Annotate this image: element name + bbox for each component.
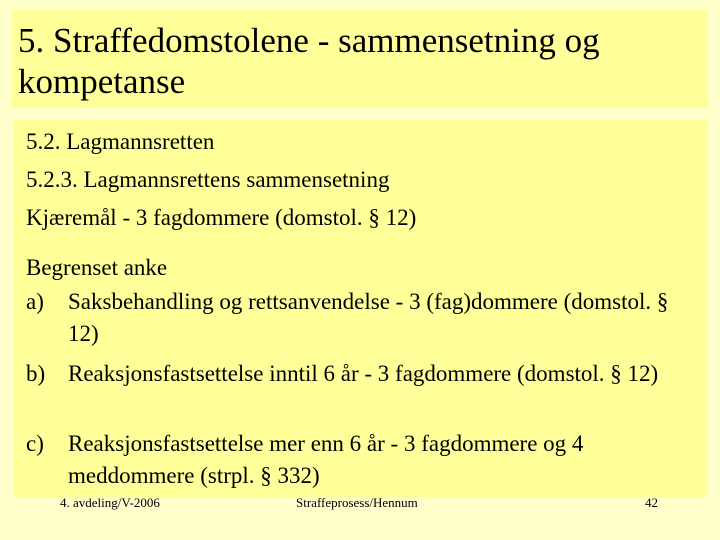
footer-center: Straffeprosess/Hennum bbox=[296, 495, 418, 510]
list-item-label: b) bbox=[26, 361, 46, 386]
title-box bbox=[12, 10, 708, 108]
subsection-heading: 5.2.3. Lagmannsrettens sammensetning bbox=[26, 167, 390, 192]
body-line-begrenset-anke: Begrenset anke bbox=[26, 255, 168, 280]
list-item-text: Reaksjonsfastsettelse inntil 6 år - 3 fagdommere (domstol. § 12) bbox=[68, 361, 659, 386]
list-item-label: c) bbox=[26, 431, 44, 456]
list-item-text: Saksbehandling og rettsanvendelse - 3 (fag)dommere (domstol. § 12) bbox=[68, 289, 669, 346]
slide-title: 5. Straffedomstolene - sammensetning og kompetanse bbox=[18, 21, 600, 101]
page-number: 42 bbox=[645, 495, 658, 510]
content-box bbox=[14, 120, 708, 497]
footer-left: 4. avdeling/V-2006 bbox=[60, 495, 160, 510]
list-item-text: Reaksjonsfastsettelse mer enn 6 år - 3 fagdommere og 4 meddommere (strpl. § 332) bbox=[68, 431, 584, 488]
body-line-kjaeremaal: Kjæremål - 3 fagdommere (domstol. § 12) bbox=[26, 205, 417, 230]
section-heading: 5.2. Lagmannsretten bbox=[26, 129, 215, 154]
list-item-label: a) bbox=[26, 289, 44, 314]
